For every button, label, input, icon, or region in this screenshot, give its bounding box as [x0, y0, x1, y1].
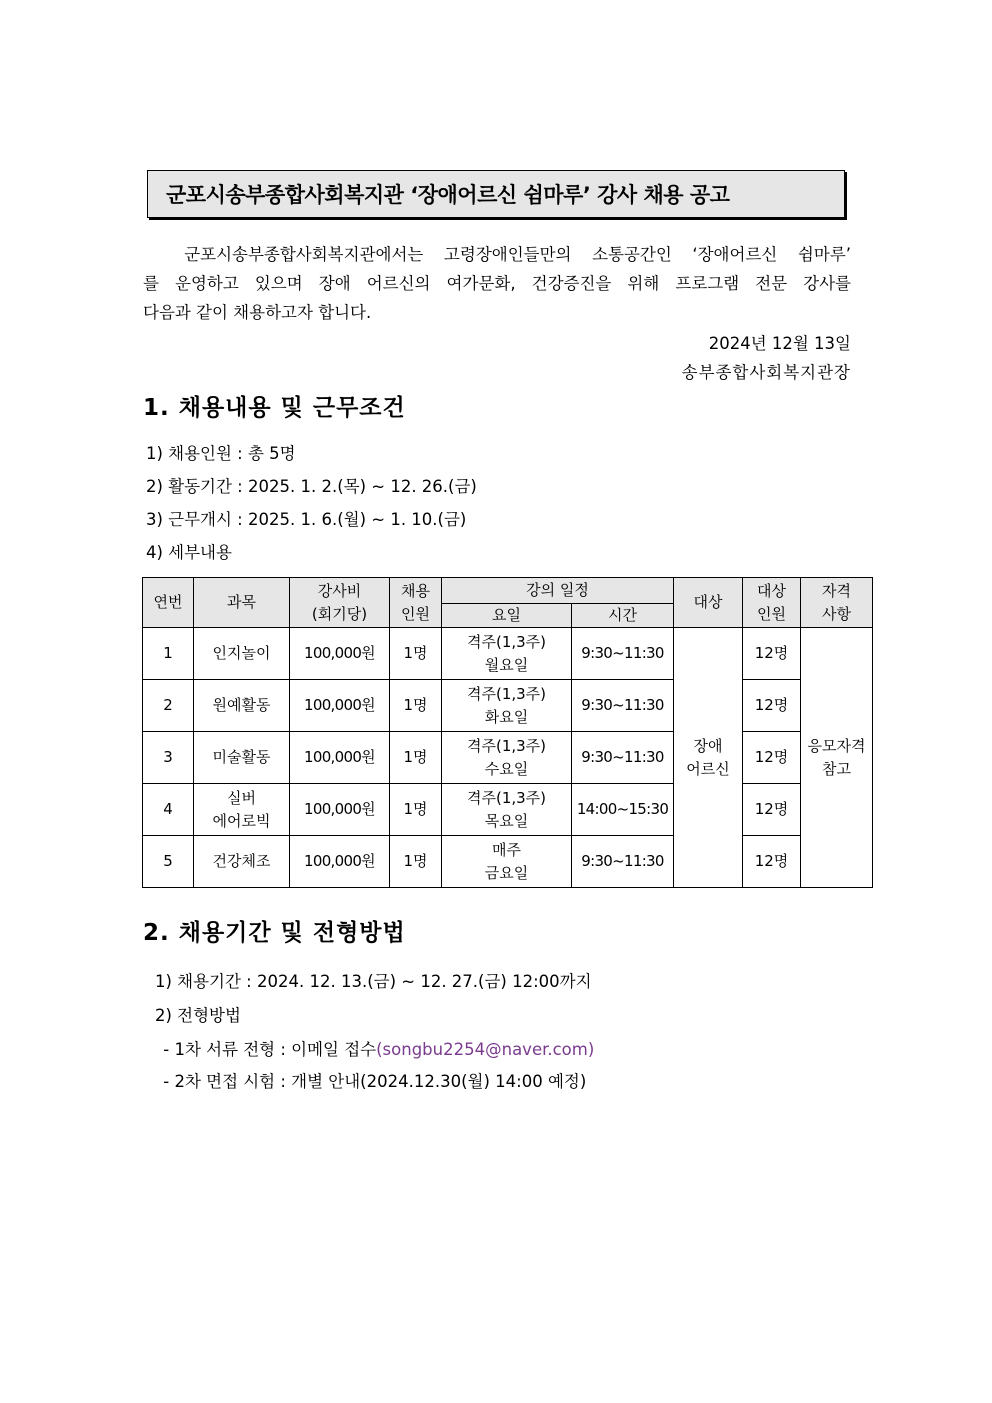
header-hire-line: 채용	[401, 581, 430, 600]
header-fee-line: (회기당)	[311, 604, 368, 623]
cell-qualification	[801, 628, 873, 888]
table-row	[143, 732, 873, 784]
header-fee	[290, 578, 390, 628]
email-link[interactable]: (songbu2254@naver.com)	[376, 1040, 595, 1059]
section2-item: 2) 전형방법	[155, 1006, 241, 1025]
cell-count: 12명	[743, 680, 801, 732]
cell-hire: 1명	[390, 836, 442, 888]
section1-heading: 1. 채용내용 및 근무조건	[143, 395, 406, 421]
intro-paragraph	[143, 240, 851, 327]
cell-time: 9:30~11:30	[572, 836, 674, 888]
section1-item: 1) 채용인원 : 총 5명	[146, 444, 296, 463]
cell-no: 2	[143, 680, 194, 732]
cell-day	[442, 680, 572, 732]
cell-count: 12명	[743, 836, 801, 888]
header-hire	[390, 578, 442, 628]
cell-no: 3	[143, 732, 194, 784]
cell-subject-line: 에어로빅	[212, 811, 271, 830]
cell-hire: 1명	[390, 732, 442, 784]
cell-day-line: 매주	[492, 840, 521, 859]
header-fee-line: 강사비	[317, 581, 362, 600]
cell-day-line: 목요일	[484, 811, 529, 830]
cell-day	[442, 784, 572, 836]
cell-subject-line: 실버	[227, 788, 256, 807]
cell-time: 14:00~15:30	[572, 784, 674, 836]
header-no: 연번	[143, 578, 194, 628]
section2-subitem	[158, 1036, 594, 1060]
table-row	[143, 680, 873, 732]
cell-day-line: 금요일	[484, 863, 529, 882]
section1-item: 2) 활동기간 : 2025. 1. 2.(목) ~ 12. 26.(금)	[146, 477, 477, 496]
recruitment-table	[142, 577, 873, 888]
intro-line: 를 운영하고 있으며 장애 어르신의 여가문화, 건강증진을 위해 프로그램 전문 강사를	[143, 274, 851, 293]
header-time: 시간	[572, 604, 674, 628]
cell-no: 1	[143, 628, 194, 680]
header-subject: 과목	[194, 578, 290, 628]
cell-day-line: 수요일	[484, 759, 529, 778]
cell-day-line: 격주(1,3주)	[466, 684, 547, 703]
section1-item: 4) 세부내용	[146, 543, 232, 562]
cell-fee: 100,000원	[290, 732, 390, 784]
header-target-count	[743, 578, 801, 628]
table-row	[143, 836, 873, 888]
section2-item: 1) 채용기간 : 2024. 12. 13.(금) ~ 12. 27.(금) 12:00까지	[155, 972, 592, 991]
cell-qualification-line: 참고	[822, 759, 851, 778]
cell-day-line: 격주(1,3주)	[466, 788, 547, 807]
cell-fee: 100,000원	[290, 836, 390, 888]
cell-hire: 1명	[390, 784, 442, 836]
cell-hire: 1명	[390, 680, 442, 732]
cell-target	[674, 628, 743, 888]
cell-qualification-line: 응모자격	[807, 736, 866, 755]
cell-day	[442, 628, 572, 680]
cell-target-line: 장애	[693, 736, 723, 755]
intro-line: 군포시송부종합사회복지관에서는 고령장애인들만의 소통공간인 ‘장애어르신 쉼마루’	[143, 245, 851, 264]
cell-time: 9:30~11:30	[572, 732, 674, 784]
header-target: 대상	[674, 578, 743, 628]
notice-date: 2024년 12월 13일	[708, 334, 851, 353]
cell-count: 12명	[743, 628, 801, 680]
header-qualification	[801, 578, 873, 628]
cell-subject: 건강체조	[194, 836, 290, 888]
cell-count: 12명	[743, 784, 801, 836]
header-target-count-line: 대상	[757, 581, 786, 600]
cell-time: 9:30~11:30	[572, 680, 674, 732]
header-hire-line: 인원	[401, 604, 430, 623]
document-screening-label: - 1차 서류 전형 : 이메일 접수	[158, 1040, 377, 1059]
cell-no: 5	[143, 836, 194, 888]
table-row	[143, 784, 873, 836]
section2-heading: 2. 채용기간 및 전형방법	[143, 920, 406, 946]
title-box	[147, 170, 845, 218]
table-row	[143, 628, 873, 680]
cell-subject: 인지놀이	[194, 628, 290, 680]
header-target-count-line: 인원	[757, 604, 786, 623]
header-schedule: 강의 일정	[442, 578, 674, 604]
section1-item: 3) 근무개시 : 2025. 1. 6.(월) ~ 1. 10.(금)	[146, 510, 467, 529]
header-qualification-line: 사항	[822, 604, 851, 623]
cell-subject: 원예활동	[194, 680, 290, 732]
cell-fee: 100,000원	[290, 680, 390, 732]
intro-line: 다음과 같이 채용하고자 합니다.	[143, 303, 372, 322]
page-title: 군포시송부종합사회복지관 ‘장애어르신 쉼마루’ 강사 채용 공고	[166, 183, 730, 207]
cell-day-line: 격주(1,3주)	[466, 632, 547, 651]
section2-subitem: - 2차 면접 시험 : 개별 안내(2024.12.30(월) 14:00 예정)	[158, 1072, 587, 1091]
cell-hire: 1명	[390, 628, 442, 680]
cell-time: 9:30~11:30	[572, 628, 674, 680]
cell-day-line: 화요일	[484, 707, 529, 726]
cell-fee: 100,000원	[290, 784, 390, 836]
header-day: 요일	[442, 604, 572, 628]
cell-day-line: 격주(1,3주)	[466, 736, 547, 755]
cell-target-line: 어르신	[686, 759, 730, 778]
signature: 송부종합사회복지관장	[681, 363, 851, 382]
cell-day	[442, 732, 572, 784]
cell-no: 4	[143, 784, 194, 836]
cell-count: 12명	[743, 732, 801, 784]
cell-day-line: 월요일	[484, 655, 529, 674]
cell-day	[442, 836, 572, 888]
header-qualification-line: 자격	[822, 581, 851, 600]
cell-fee: 100,000원	[290, 628, 390, 680]
cell-subject: 미술활동	[194, 732, 290, 784]
cell-subject	[194, 784, 290, 836]
